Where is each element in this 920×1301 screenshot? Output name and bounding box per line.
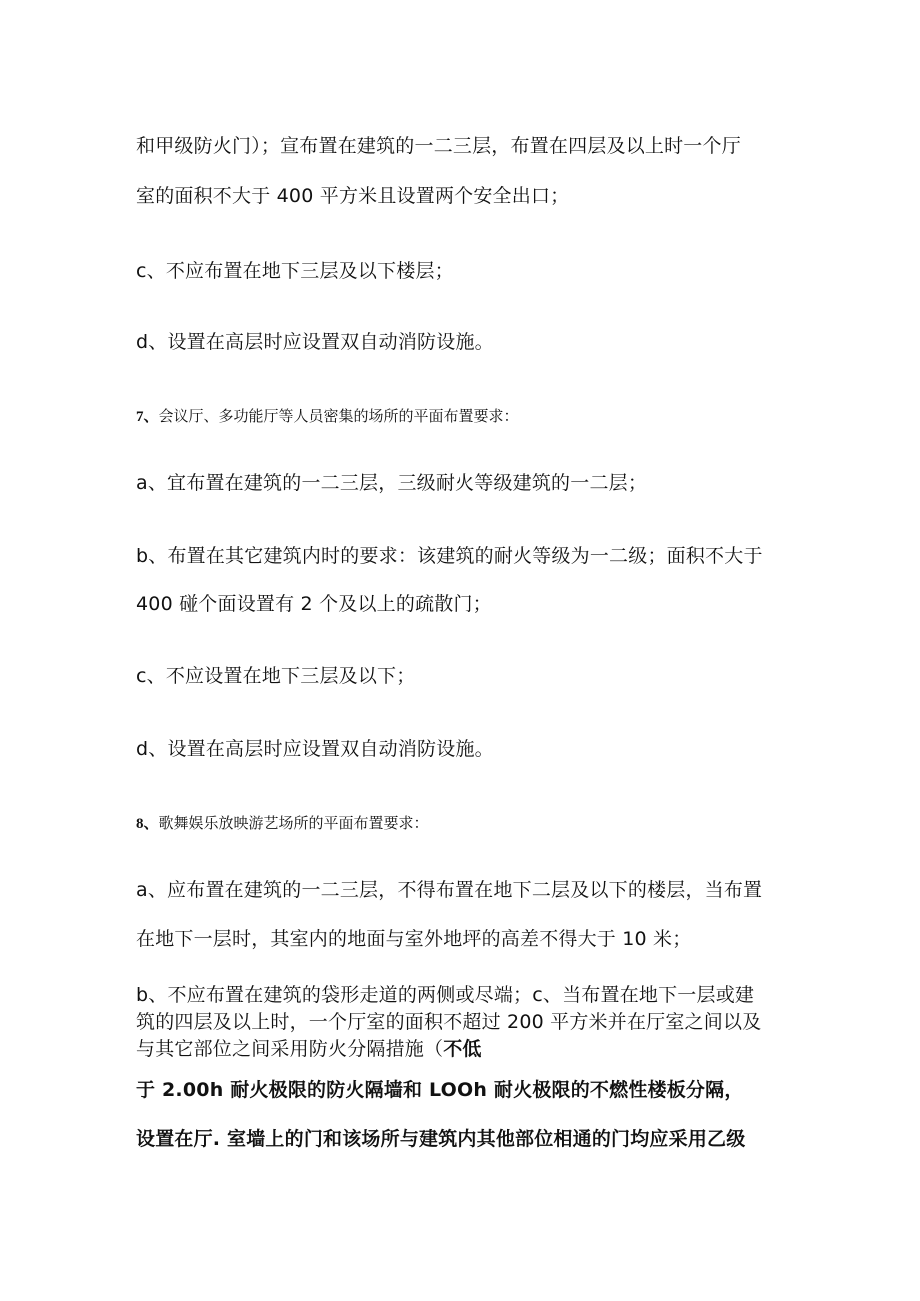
section-heading-8 xyxy=(136,810,429,837)
list-item-b: b、不应布置在建筑的袋形走道的两侧或尽端；c、当布置在地下一层或建 xyxy=(136,984,755,1006)
section-title: 歌舞娱乐放映游艺场所的平面布置要求： xyxy=(158,814,429,832)
paragraph-line: 在地下一层时，其室内的地面与室外地坪的高差不得大于 10 米； xyxy=(136,928,692,950)
list-item-b: b、布置在其它建筑内时的要求：该建筑的耐火等级为一二级；面积不大于 xyxy=(136,545,763,567)
bold-paragraph-line: 于 2.00h 耐火极限的防火隔墙和 LOOh 耐火极限的不燃性楼板分隔， xyxy=(136,1079,744,1101)
section-number: 7、 xyxy=(136,409,159,425)
list-item-d: d、设置在高层时应设置双自动消防设施。 xyxy=(136,331,494,353)
section-title: 会议厅、多功能厅等人员密集的场所的平面布置要求： xyxy=(158,407,519,425)
list-item-c: c、不应设置在地下三层及以下； xyxy=(136,665,416,687)
list-item-c: c、不应布置在地下三层及以下楼层； xyxy=(136,260,454,282)
section-number: 8、 xyxy=(136,816,159,832)
paragraph-line: 和甲级防火门）；宣布置在建筑的一二三层，布置在四层及以上时一个厅 xyxy=(136,135,741,157)
paragraph-line xyxy=(136,1036,482,1062)
list-item-d: d、设置在高层时应设置双自动消防设施。 xyxy=(136,738,494,760)
paragraph-line: 400 碰个面设置有 2 个及以上的疏散门； xyxy=(136,593,492,615)
list-item-a: a、应布置在建筑的一二三层，不得布置在地下二层及以下的楼层，当布置 xyxy=(136,879,763,901)
list-item-a: a、宜布置在建筑的一二三层，三级耐火等级建筑的一二层； xyxy=(136,472,648,494)
bold-text-run: 不低 xyxy=(443,1038,482,1060)
paragraph-line: 筑的四层及以上时，一个厅室的面积不超过 200 平方米并在厅室之间以及 xyxy=(136,1011,762,1033)
section-heading-7 xyxy=(136,403,519,430)
paragraph-line: 室的面积不大于 400 平方米且设置两个安全出口； xyxy=(136,185,570,207)
text-run: 与其它部位之间采用防火分隔措施（ xyxy=(136,1038,444,1060)
bold-paragraph-line: 设置在厅. 室墙上的门和该场所与建筑内其他部位相通的门均应采用乙级 xyxy=(136,1128,746,1150)
